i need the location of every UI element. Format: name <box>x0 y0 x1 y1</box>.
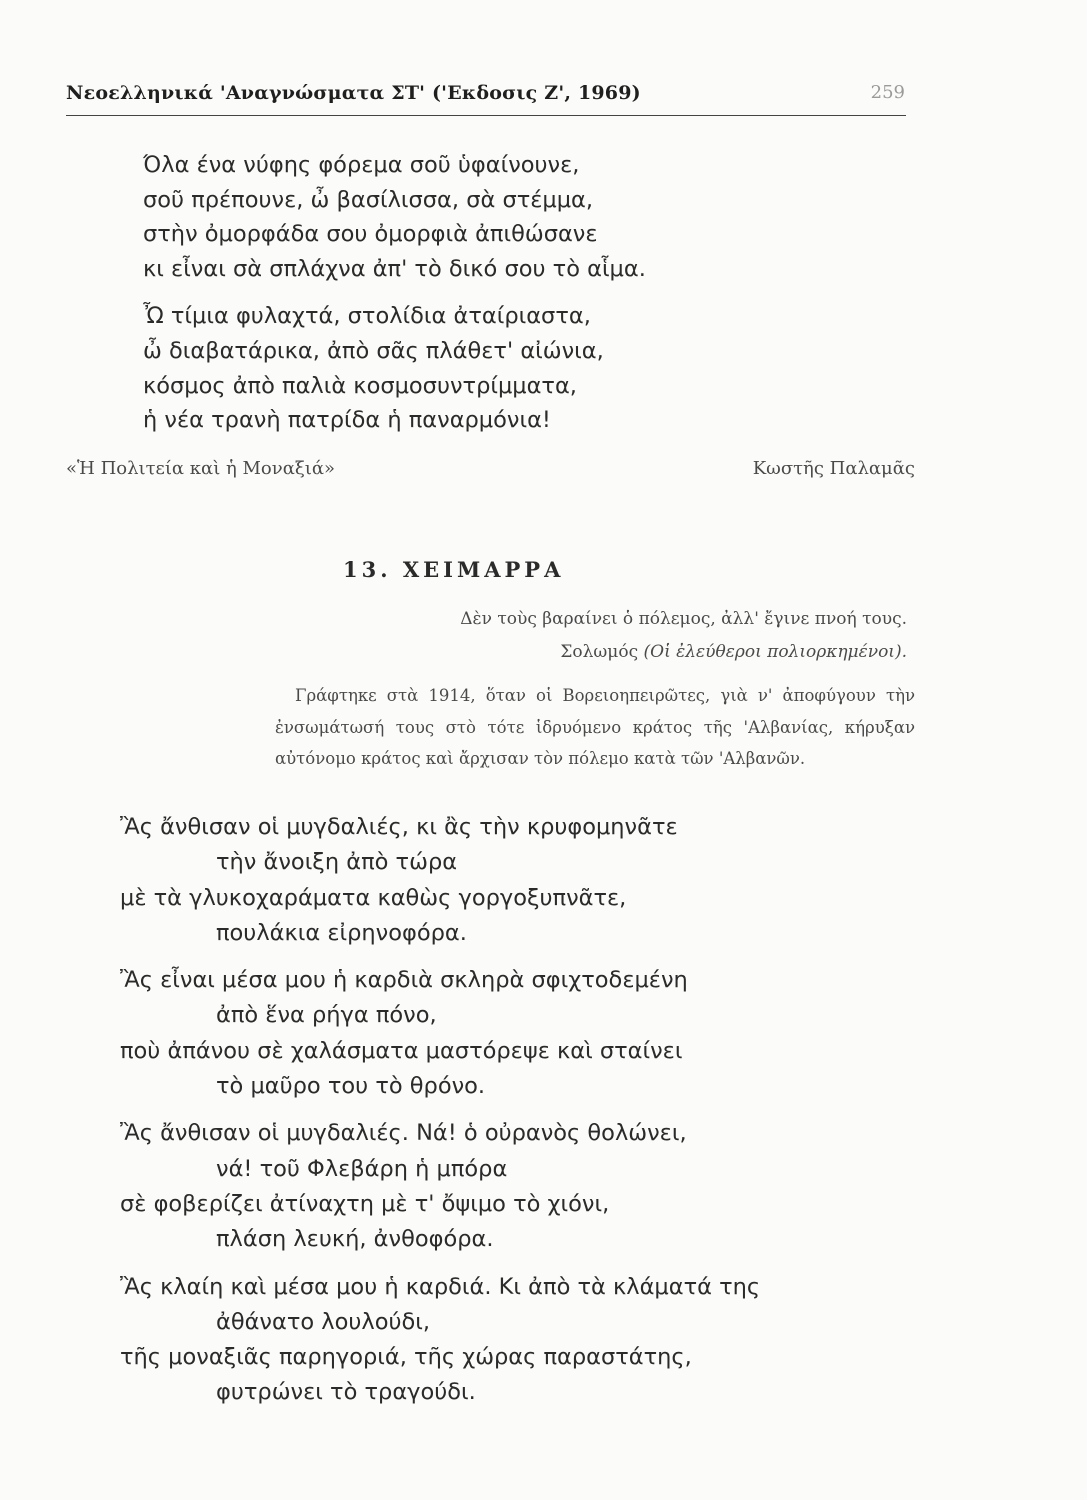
poem-line: ὦ διαβατάρικα, ἀπὸ σᾶς πλάθετ' αἰώνια, <box>143 337 604 364</box>
epigraph-attribution <box>460 636 907 669</box>
poem-line: Ἂς ἄνθισαν οἱ μυγδαλιές. Νά! ὁ οὐρανὸς θολώνει, <box>120 1120 687 1147</box>
intro-note: Γράφτηκε στὰ 1914, ὅταν οἱ Βορειοηπειρῶτες, γιὰ ν' ἀποφύγουν τὴν ἐνσωμάτωσή τους στὸ τότε ἱδρυόμενο κράτος τῆς 'Αλβανίας, κήρυξαν αὐτόνομο κράτος καὶ ἄρχισαν τὸν πόλεμο κατὰ τῶν 'Αλβανῶν. <box>275 686 915 768</box>
poem-line: πουλάκια εἰρηνοφόρα. <box>216 919 467 946</box>
poem-line: πλάση λευκή, ἀνθοφόρα. <box>216 1226 494 1253</box>
poem-line: νά! τοῦ Φλεβάρη ἡ μπόρα <box>216 1155 508 1182</box>
poem-line: σοῦ πρέπουνε, ὦ βασίλισσα, σὰ στέμμα, <box>143 186 594 213</box>
poem-line: τῆς μοναξιᾶς παρηγοριά, τῆς χώρας παραστάτης, <box>120 1344 692 1371</box>
poem-body <box>120 810 760 1423</box>
poem-line: στὴν ὀμορφάδα σου ὀμορφιὰ ἀπιθώσανε <box>143 221 598 248</box>
poem-line: Όλα ένα νύφης φόρεμα σοῦ ὑφαίνουνε, <box>143 152 580 178</box>
stanza <box>120 810 760 951</box>
epigraph <box>460 603 907 669</box>
poem-line: ἡ νέα τρανὴ πατρίδα ἡ παναρμόνια! <box>143 407 551 434</box>
poem-line: ποὺ ἀπάνου σὲ χαλάσματα μαστόρεψε καὶ σταίνει <box>120 1037 683 1064</box>
stanza <box>120 963 760 1104</box>
poem-line: Ἂς ἄνθισαν οἱ μυγδαλιές, κι ἂς τὴν κρυφομηνᾶτε <box>120 814 678 840</box>
running-head: Νεοελληνικά 'Αναγνώσματα ΣΤ' ('Εκδοσις Ζ', 1969) <box>66 82 641 104</box>
stanza <box>120 1116 760 1257</box>
stanza <box>120 1270 760 1411</box>
poem-line: τὸ μαῦρο του τὸ θρόνο. <box>216 1073 486 1100</box>
poem-line: Ὦ τίμια φυλαχτά, στολίδια ἀταίριαστα, <box>143 303 591 330</box>
poem-line: κόσμος ἀπὸ παλιὰ κοσμοσυντρίμματα, <box>143 372 577 399</box>
source-citation: «Ἡ Πολιτεία καὶ ἡ Μοναξιά» <box>66 458 336 479</box>
poem-line: ἀπὸ ἕνα ρήγα πόνο, <box>216 1002 437 1029</box>
poem-line: φυτρώνει τὸ τραγούδι. <box>216 1379 476 1406</box>
poem-line: σὲ φοβερίζει ἀτίναχτη μὲ τ' ὄψιμο τὸ χιόνι, <box>120 1190 610 1217</box>
epigraph-author: Σολωμός <box>560 642 639 662</box>
poem-line: Ἂς εἶναι μέσα μου ἡ καρδιὰ σκληρὰ σφιχτοδεμένη <box>120 967 688 994</box>
header-rule <box>66 115 906 116</box>
epigraph-text: Δὲν τοὺς βαραίνει ὁ πόλεμος, ἀλλ' ἔγινε πνοή τους. <box>460 609 907 629</box>
page-number: 259 <box>870 82 905 103</box>
author-name: Κωστῆς Παλαμᾶς <box>752 458 915 479</box>
stanza <box>143 299 646 437</box>
previous-poem-ending <box>143 148 646 451</box>
poem-title: 13. ΧΕΙΜΑΡΡΑ <box>343 557 565 582</box>
epigraph-work: (Οἱ ἐλεύθεροι πολιορκημένοι). <box>643 642 907 662</box>
poem-line: τὴν ἄνοιξη ἀπὸ τώρα <box>216 849 458 876</box>
poem-line: Ἂς κλαίη καὶ μέσα μου ἡ καρδιά. Κι ἀπὸ τὰ κλάματά της <box>120 1273 761 1300</box>
stanza <box>143 148 646 286</box>
poem-line: κι εἶναι σὰ σπλάχνα ἀπ' τὸ δικό σου τὸ αἷμα. <box>143 255 646 282</box>
poem-line: ἀθάνατο λουλούδι, <box>216 1308 431 1335</box>
poem-line: μὲ τὰ γλυκοχαράματα καθὼς γοργοξυπνᾶτε, <box>120 884 627 911</box>
